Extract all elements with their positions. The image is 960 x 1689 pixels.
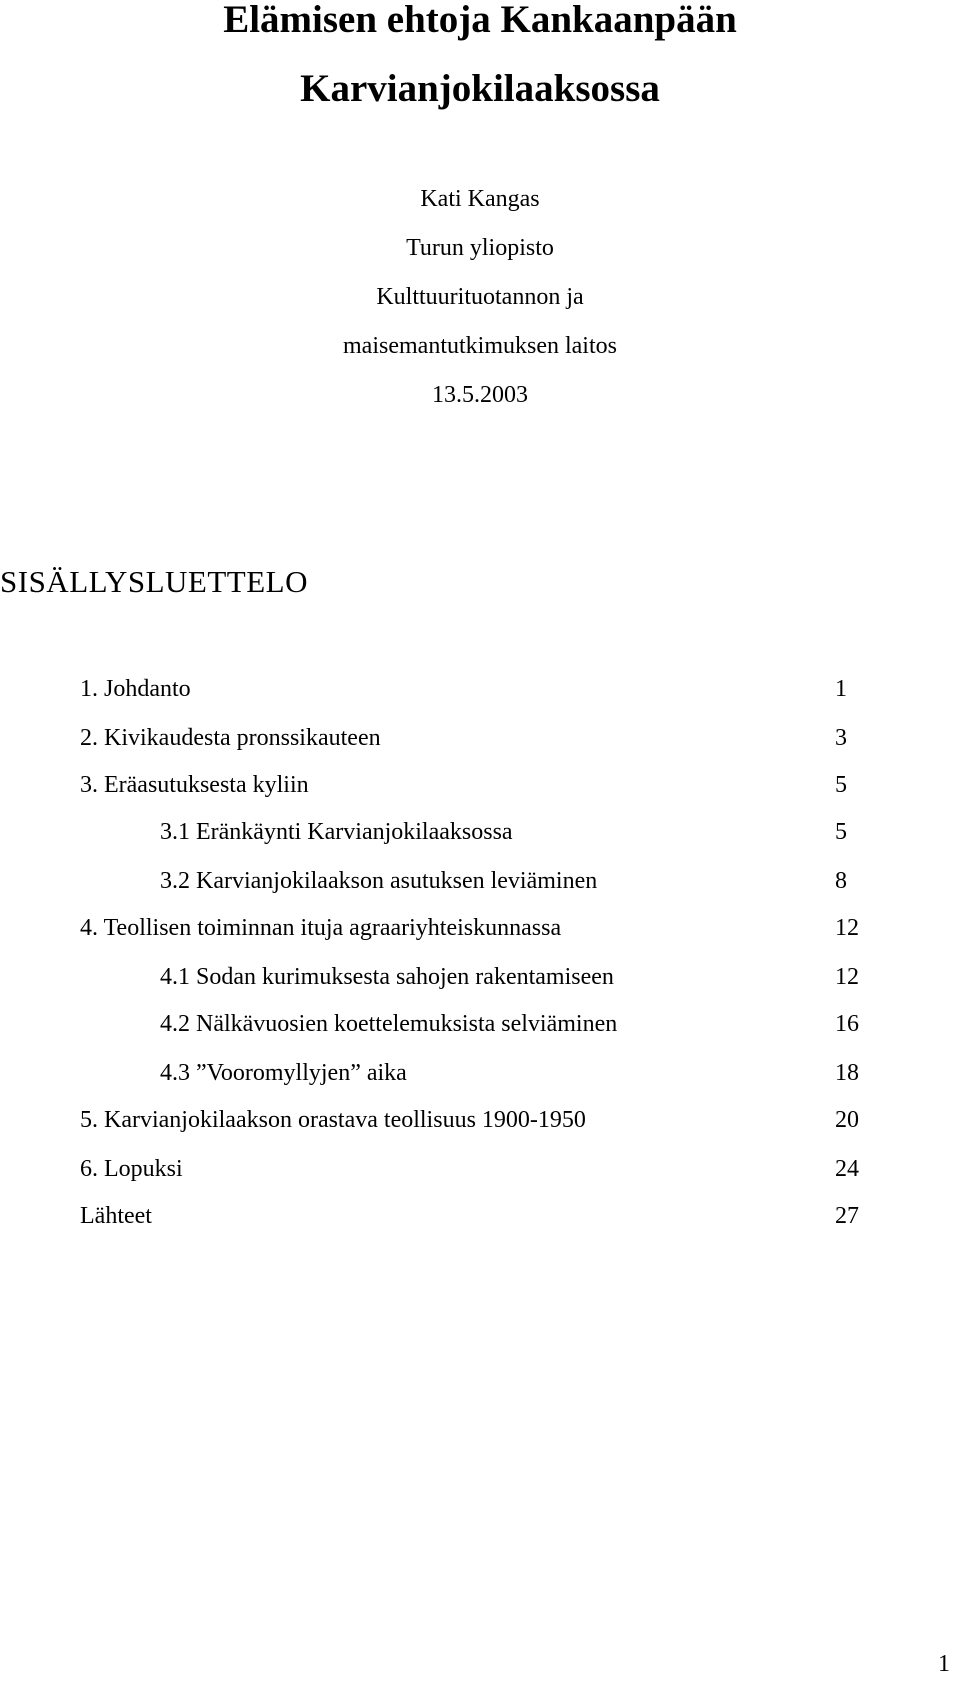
toc-entry-page: 24: [835, 1156, 859, 1182]
toc-entry-label: 4. Teollisen toiminnan ituja agraariyhteiskunnassa: [80, 915, 562, 941]
toc-entry-page: 8: [835, 868, 847, 894]
document-date: 13.5.2003: [432, 382, 528, 408]
toc-entry-label: 1. Johdanto: [80, 676, 191, 702]
document-title-line-1: Elämisen ehtoja Kankaanpään: [223, 0, 737, 41]
page-number: 1: [938, 1651, 950, 1677]
toc-entry-page: 12: [835, 964, 859, 990]
department-line-1: Kulttuurituotannon ja: [376, 284, 584, 310]
toc-entry-page: 3: [835, 725, 847, 751]
toc-entry-page: 16: [835, 1011, 859, 1037]
toc-entry-label: 3.2 Karvianjokilaakson asutuksen leviäminen: [160, 868, 598, 894]
toc-entry-label: 6. Lopuksi: [80, 1156, 183, 1182]
toc-entry-label: 4.2 Nälkävuosien koettelemuksista selviäminen: [160, 1011, 618, 1037]
toc-entry-page: 1: [835, 676, 847, 702]
toc-entry-label: 2. Kivikaudesta pronssikauteen: [80, 725, 381, 751]
toc-entry-label: 3. Eräasutuksesta kyliin: [80, 772, 309, 798]
toc-entry-label: 3.1 Eränkäynti Karvianjokilaaksossa: [160, 819, 513, 845]
toc-entry-page: 27: [835, 1203, 859, 1229]
toc-entry-label: 4.1 Sodan kurimuksesta sahojen rakentamiseen: [160, 964, 614, 990]
toc-entry-page: 5: [835, 772, 847, 798]
toc-entry-page: 20: [835, 1107, 859, 1133]
university-name: Turun yliopisto: [406, 235, 554, 261]
toc-entry-page: 18: [835, 1060, 859, 1086]
toc-entry-label: Lähteet: [80, 1203, 152, 1229]
toc-entry-label: 5. Karvianjokilaakson orastava teollisuus 1900-1950: [80, 1107, 586, 1133]
author-name: Kati Kangas: [420, 186, 540, 212]
toc-heading: SISÄLLYSLUETTELO: [0, 564, 308, 599]
document-title-line-2: Karvianjokilaaksossa: [300, 67, 660, 110]
department-line-2: maisemantutkimuksen laitos: [343, 333, 617, 359]
toc-entry-label: 4.3 ”Vooromyllyjen” aika: [160, 1060, 407, 1086]
toc-entry-page: 12: [835, 915, 859, 941]
toc-entry-page: 5: [835, 819, 847, 845]
